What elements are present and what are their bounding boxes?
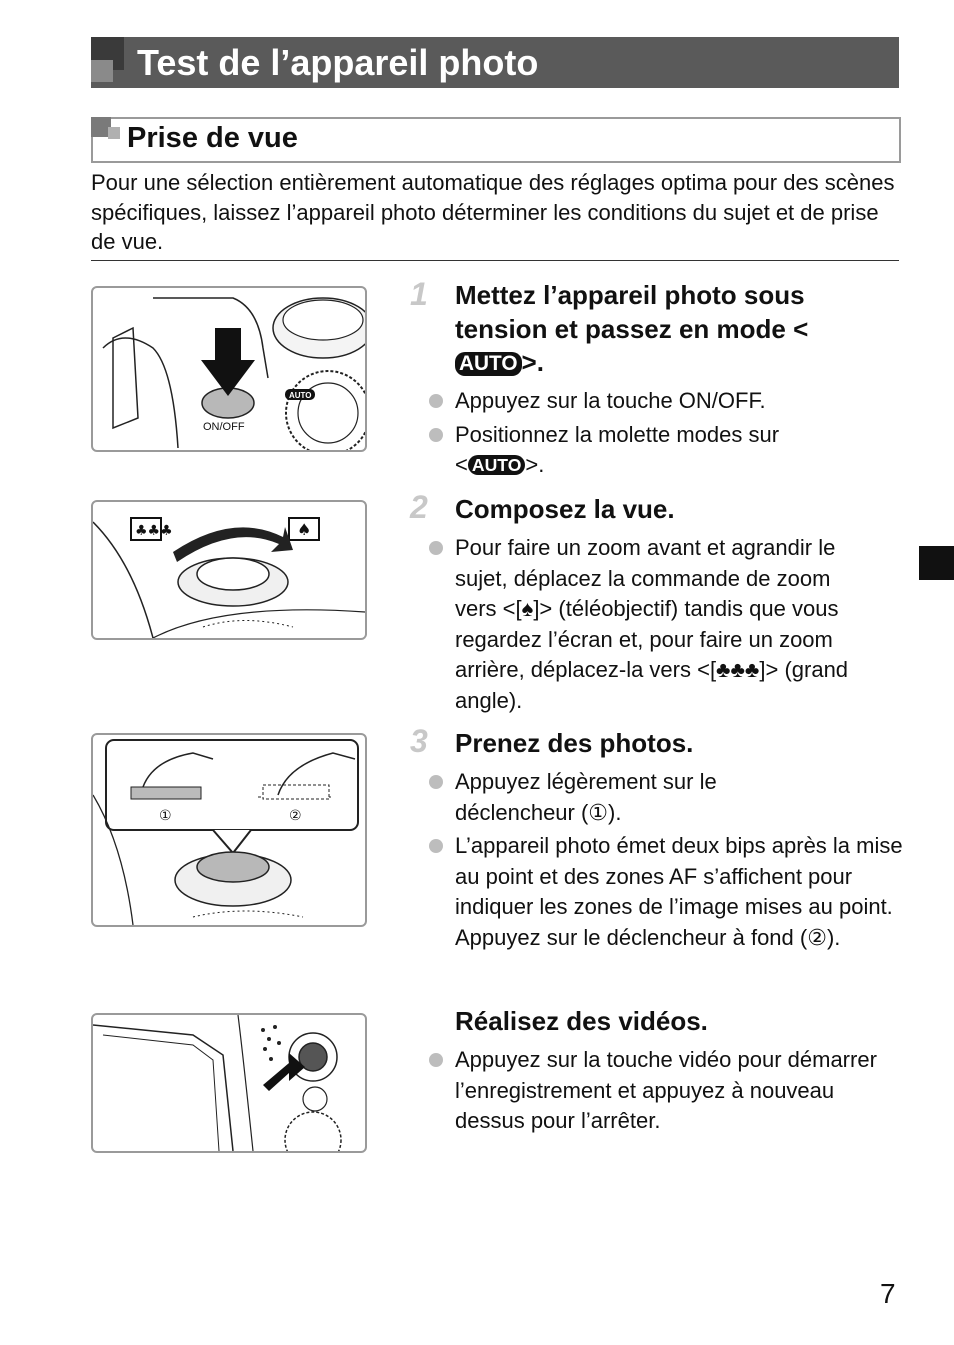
bullet-text: Appuyez légèrement sur le déclencheur (①). — [455, 769, 717, 825]
shutter-button-illustration — [91, 733, 367, 927]
bullet-item — [427, 1045, 895, 1137]
bullet-dot-icon — [429, 394, 443, 408]
step-title-text-end: >. — [521, 347, 544, 377]
page-title: Test de l’appareil photo — [137, 42, 539, 83]
section-decoration-light — [108, 127, 120, 139]
divider — [91, 260, 899, 261]
step-number: 3 — [410, 723, 428, 759]
full-press-marker: ② — [289, 808, 302, 824]
step-bullet-list — [427, 386, 897, 484]
chapter-tab-marker — [919, 546, 954, 580]
bullet-dot-icon — [429, 541, 443, 555]
bullet-item — [427, 420, 785, 481]
svg-text:♠: ♠ — [297, 520, 312, 539]
bullet-text: Pour faire un zoom avant et agrandir le sujet, déplacez la commande de zoom vers <[♠]> (téléobjectif) tandis que vous regardez l’écran et, pour faire un zoom arrière, déplacez-la vers <[♣♣♣]> (grand angle). — [455, 535, 849, 713]
step-number: 1 — [410, 276, 428, 312]
bullet-text: Appuyez sur la touche vidéo pour démarrer l’enregistrement et appuyez à nouveau dessus pour l’arrêter. — [455, 1047, 877, 1133]
auto-mode-badge: AUTO — [455, 352, 522, 376]
bullet-dot-icon — [429, 775, 443, 789]
bullet-item — [427, 831, 925, 953]
step-title: Composez la vue. — [455, 494, 675, 524]
bullet-text: Appuyez sur la touche ON/OFF. — [455, 388, 766, 413]
step-title — [455, 279, 835, 380]
intro-paragraph: Pour une sélection entièrement automatique des réglages optima pour des scènes spécifiques, laissez l’appareil photo déterminer les conditions du sujet et de prise de vue. — [91, 170, 895, 254]
half-press-marker: ① — [159, 808, 172, 824]
auto-mode-badge: AUTO — [468, 455, 526, 475]
page-number: 7 — [880, 1278, 896, 1309]
zoom-lever-illustration — [91, 500, 367, 640]
bullet-text: L’appareil photo émet deux bips après la mise au point et des zones AF s’affichent pour indiquer les zones de l’image mises au point. Appuyez sur le déclencheur à fond (②). — [455, 833, 903, 950]
bullet-dot-icon — [429, 1053, 443, 1067]
step-number: 2 — [410, 489, 428, 525]
step-bullet-list — [427, 1045, 897, 1140]
bullet-dot-icon — [429, 428, 443, 442]
bullet-text-end: >. — [525, 452, 545, 477]
step-title-text: Mettez l’appareil photo sous tension et passez en mode < — [455, 280, 809, 344]
step-bullet-list — [427, 533, 897, 719]
bullet-item — [427, 767, 765, 828]
title-decoration-light — [91, 60, 113, 82]
bullet-item — [427, 533, 875, 716]
bullet-text: Positionnez la molette modes sur < — [455, 421, 780, 477]
step-title: Prenez des photos. — [455, 728, 694, 758]
movie-step-title: Réalisez des vidéos. — [455, 1006, 708, 1036]
step-bullet-list — [427, 767, 903, 956]
auto-dial-label: AUTO — [289, 391, 312, 400]
movie-button-illustration — [91, 1013, 367, 1153]
on-off-label: ON/OFF — [203, 421, 245, 433]
bullet-dot-icon — [429, 839, 443, 853]
section-title: Prise de vue — [127, 122, 298, 154]
svg-text:♣♣♣: ♣♣♣ — [135, 523, 173, 539]
bullet-item — [427, 386, 897, 417]
power-button-illustration — [91, 286, 367, 452]
